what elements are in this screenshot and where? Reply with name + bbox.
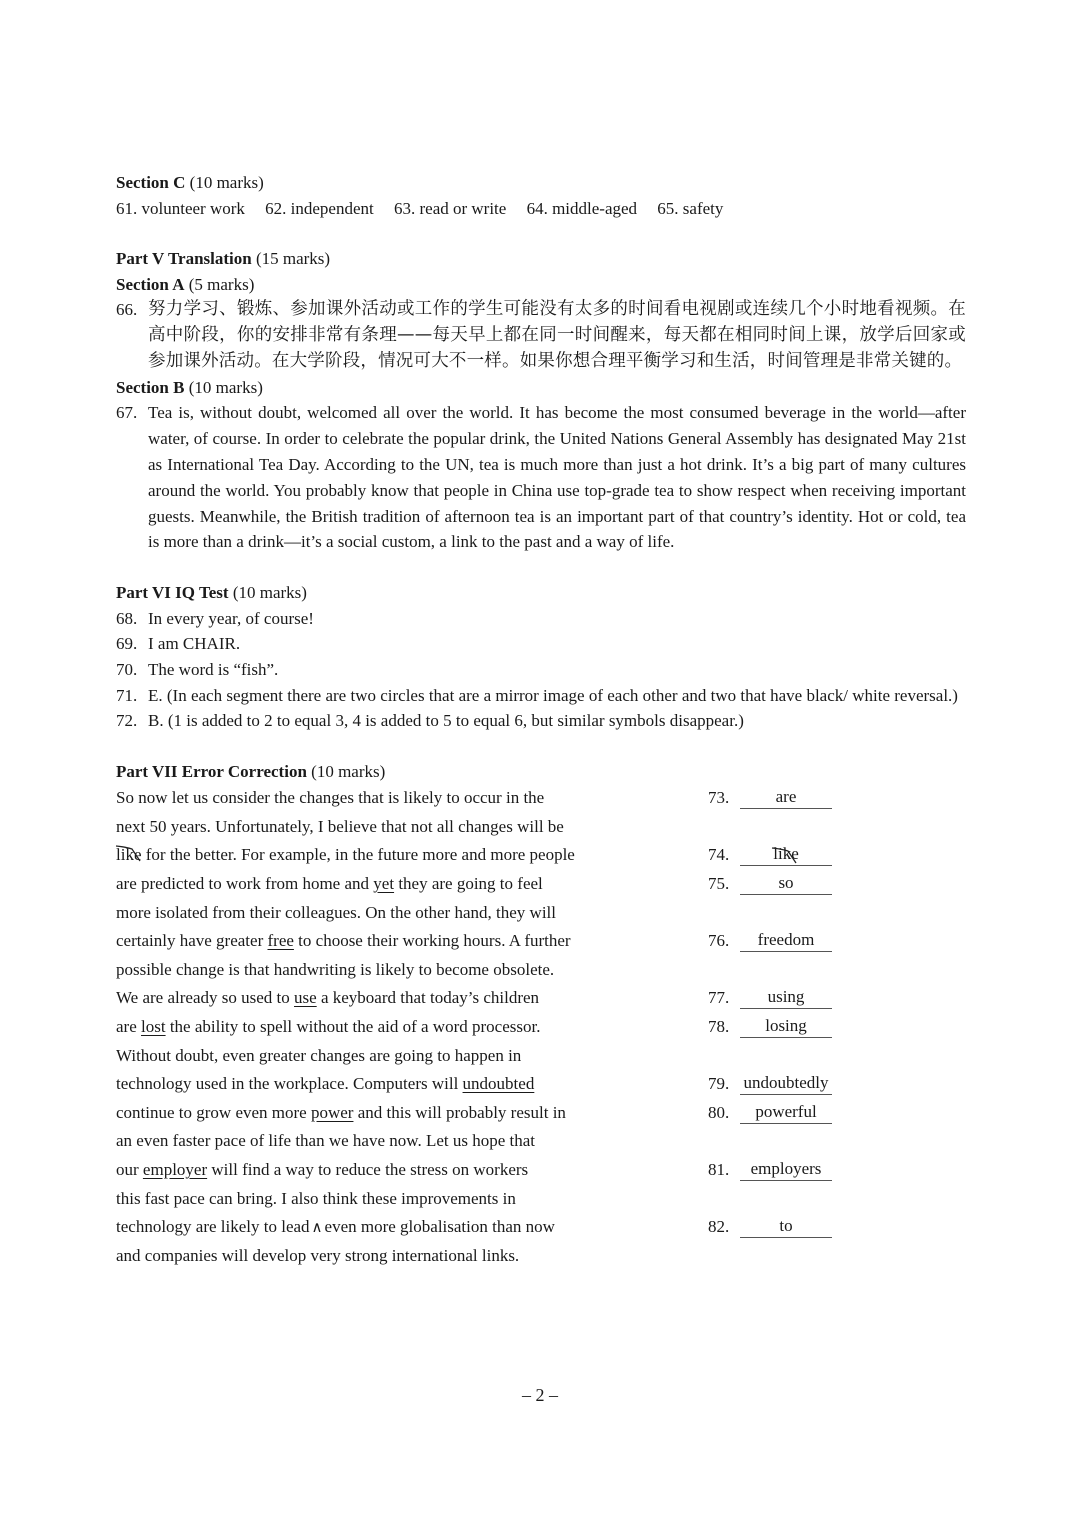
delete-mark-icon bbox=[770, 845, 804, 865]
answer-63: 63. read or write bbox=[393, 198, 507, 218]
question-number: 68. bbox=[116, 608, 138, 628]
text-segment: We are already so used to bbox=[116, 988, 295, 1008]
passage-line-text bbox=[116, 1242, 706, 1271]
answer-blank: using bbox=[740, 986, 832, 1009]
answer-number: 79. bbox=[708, 1074, 730, 1094]
passage-line-text bbox=[116, 927, 706, 956]
passage-line-text bbox=[116, 870, 706, 899]
text-segment: they are going to feel bbox=[394, 874, 543, 894]
correction-answer bbox=[708, 984, 832, 1013]
answer-page bbox=[116, 170, 966, 1270]
passage-line-text bbox=[116, 1042, 706, 1071]
answer-number: 80. bbox=[708, 1102, 730, 1122]
passage-line bbox=[116, 813, 966, 842]
answer-61: 61. volunteer work bbox=[116, 198, 245, 218]
text-segment: and companies will develop very strong international links. bbox=[116, 1245, 520, 1265]
text-segment: our bbox=[116, 1160, 143, 1180]
passage-line bbox=[116, 1013, 966, 1042]
text-segment: continue to grow even more bbox=[116, 1102, 311, 1122]
text-segment: for the better. For example, in the future more and more people bbox=[141, 845, 575, 865]
answer-blank: losing bbox=[740, 1015, 832, 1038]
passage-line bbox=[116, 1127, 966, 1156]
section-b-title: Section B bbox=[116, 377, 185, 397]
answer-blank: powerful bbox=[740, 1101, 832, 1124]
struck-word: like bbox=[116, 841, 142, 870]
iq-answer-69 bbox=[116, 631, 966, 657]
answer-number: 76. bbox=[708, 931, 730, 951]
underlined-error: free bbox=[267, 931, 294, 951]
section-c-answers bbox=[116, 196, 966, 222]
answer-blank: undoubtedly bbox=[740, 1072, 832, 1095]
iq-answer-68 bbox=[116, 606, 966, 632]
correction-answer bbox=[708, 841, 832, 870]
text-segment: Without doubt, even greater changes are going to happen in bbox=[116, 1045, 522, 1065]
answer-blank: employers bbox=[740, 1158, 832, 1181]
text-segment: more isolated from their colleagues. On the other hand, they will bbox=[116, 902, 556, 922]
section-c-marks: (10 marks) bbox=[189, 173, 264, 192]
text-segment: possible change is that handwriting is likely to become obsolete. bbox=[116, 959, 555, 979]
passage-line-text bbox=[116, 899, 706, 928]
question-number: 67. bbox=[116, 403, 138, 423]
answer-text: The word is “fish”. bbox=[148, 659, 279, 679]
text-segment: this fast pace can bring. I also think these improvements in bbox=[116, 1188, 516, 1208]
answer-blank: like bbox=[740, 843, 832, 866]
passage-line-text bbox=[116, 1070, 706, 1099]
question-number: 66. bbox=[116, 300, 138, 320]
part-5-section-a-heading bbox=[116, 272, 966, 298]
text-segment: will find a way to reduce the stress on workers bbox=[207, 1160, 529, 1180]
text-segment: next 50 years. Unfortunately, I believe that not all changes will be bbox=[116, 816, 564, 836]
section-b-marks: (10 marks) bbox=[188, 377, 263, 397]
answer-number: 82. bbox=[708, 1217, 730, 1237]
correction-answer bbox=[708, 1099, 832, 1128]
question-number: 72. bbox=[116, 711, 138, 731]
part-5-section-b-heading bbox=[116, 375, 966, 401]
underlined-error: power bbox=[310, 1102, 354, 1122]
part-7-heading bbox=[116, 759, 966, 785]
question-number: 70. bbox=[116, 659, 138, 679]
delete-mark-icon bbox=[114, 843, 148, 863]
correction-answer bbox=[708, 784, 832, 813]
passage-line-text bbox=[116, 784, 706, 813]
passage-line bbox=[116, 927, 966, 956]
answer-65: 65. safety bbox=[657, 198, 724, 218]
answer-blank: so bbox=[740, 872, 832, 895]
passage-line bbox=[116, 1099, 966, 1128]
answer-blank: are bbox=[740, 786, 832, 809]
answer-62: 62. independent bbox=[265, 198, 374, 218]
text-segment: are bbox=[116, 1017, 142, 1037]
question-67 bbox=[116, 400, 966, 555]
passage-line-text bbox=[116, 1185, 706, 1214]
part-5-marks: (15 marks) bbox=[255, 249, 331, 269]
answer-text: B. (1 is added to 2 to equal 3, 4 is added to 5 to equal 6, but similar symbols disappear.) bbox=[148, 711, 744, 731]
text-segment: are predicted to work from home and bbox=[116, 874, 374, 894]
part-7-title: Part VII Error Correction bbox=[116, 761, 307, 781]
correction-answer bbox=[708, 870, 832, 899]
section-c-title: Section C bbox=[116, 173, 186, 192]
text-segment: technology are likely to lead bbox=[116, 1217, 310, 1237]
answer-number: 73. bbox=[708, 788, 730, 808]
answer-number: 81. bbox=[708, 1160, 730, 1180]
correction-answer bbox=[708, 1156, 832, 1185]
section-a-title: Section A bbox=[116, 274, 185, 294]
underlined-error: lost bbox=[141, 1017, 166, 1037]
part-6-heading bbox=[116, 580, 966, 606]
error-correction-passage bbox=[116, 784, 966, 1270]
passage-line bbox=[116, 784, 966, 813]
answer-blank: freedom bbox=[740, 929, 832, 952]
passage-line-text bbox=[116, 984, 706, 1013]
answer-text: I am CHAIR. bbox=[148, 634, 241, 654]
underlined-error: undoubted bbox=[462, 1074, 535, 1094]
passage-line-text bbox=[116, 813, 706, 842]
text-segment: to choose their working hours. A further bbox=[293, 931, 571, 951]
passage-line-text bbox=[116, 956, 706, 985]
passage-line bbox=[116, 841, 966, 870]
passage-line bbox=[116, 1070, 966, 1099]
underlined-error: yet bbox=[373, 874, 395, 894]
question-number: 69. bbox=[116, 634, 138, 654]
passage-line bbox=[116, 1242, 966, 1271]
passage-line bbox=[116, 984, 966, 1013]
passage-line bbox=[116, 1156, 966, 1185]
passage-line-text bbox=[116, 1127, 706, 1156]
page-number: – 2 – bbox=[522, 1385, 558, 1405]
text-segment: an even faster pace of life than we have now. Let us hope that bbox=[116, 1131, 535, 1151]
text-segment: a keyboard that today’s children bbox=[316, 988, 540, 1008]
text-segment: So now let us consider the changes that is likely to occur in the bbox=[116, 788, 545, 808]
insertion-caret: ∧ bbox=[311, 1218, 323, 1237]
answer-number: 75. bbox=[708, 874, 730, 894]
text-segment: even more globalisation than now bbox=[324, 1217, 555, 1237]
section-c-heading bbox=[116, 170, 966, 196]
passage-line bbox=[116, 956, 966, 985]
passage-line-text bbox=[116, 1213, 706, 1242]
correction-answer bbox=[708, 1070, 832, 1099]
underlined-error: use bbox=[294, 988, 317, 1008]
passage-line-text bbox=[116, 1099, 706, 1128]
passage-line-text bbox=[116, 841, 706, 870]
chinese-translation: 努力学习、锻炼、参加课外活动或工作的学生可能没有太多的时间看电视剧或连续几个小时地看视频。在高中阶段，你的安排非常有条理——每天早上都在同一时间醒来，每天都在相同时间上课，放学后回家或参加课外活动。在大学阶段，情况可大不一样。如果你想合理平衡学习和生活，时间管理是非常关键的。 bbox=[148, 299, 966, 371]
iq-answer-71 bbox=[116, 683, 966, 709]
answer-number: 78. bbox=[708, 1017, 730, 1037]
answer-number: 77. bbox=[708, 988, 730, 1008]
passage-line bbox=[116, 1042, 966, 1071]
text-segment: the ability to spell without the aid of a word processor. bbox=[165, 1017, 541, 1037]
passage-line-text bbox=[116, 1156, 706, 1185]
passage-line bbox=[116, 870, 966, 899]
underlined-error: employer bbox=[142, 1160, 208, 1180]
part-5-heading bbox=[116, 246, 966, 272]
text-segment: and this will probably result in bbox=[353, 1102, 566, 1122]
text-segment: certainly have greater bbox=[116, 931, 268, 951]
iq-answer-72 bbox=[116, 708, 966, 734]
part-6-title: Part VI IQ Test bbox=[116, 583, 229, 603]
part-6-marks: (10 marks) bbox=[232, 583, 307, 603]
part-7-marks: (10 marks) bbox=[311, 761, 386, 781]
answer-text: In every year, of course! bbox=[148, 608, 314, 628]
question-number: 71. bbox=[116, 685, 138, 705]
answer-number: 74. bbox=[708, 845, 730, 865]
correction-answer bbox=[708, 927, 832, 956]
passage-line bbox=[116, 1185, 966, 1214]
question-66 bbox=[116, 297, 966, 374]
section-a-marks: (5 marks) bbox=[188, 274, 255, 294]
answer-text: E. (In each segment there are two circles that are a mirror image of each other and two that have black/ white reversal.) bbox=[148, 685, 958, 705]
answer-64: 64. middle-aged bbox=[526, 198, 638, 218]
english-translation: Tea is, without doubt, welcomed all over the world. It has become the most consumed beverage in the world—after water, of course. In order to celebrate the popular drink, the United Nations General Assembly has designated May 21st as International Tea Day. According to the UN, tea is much more than just a hot drink. It’s a big part of many cultures around the world. You probably know that people in China use top-grade tea to show respect when receiving important guests. Meanwhile, the British tradition of afternoon tea is an important part of that country’s identity. Hot or cold, tea is more than a drink—it’s a social custom, a link to the past and a way of life. bbox=[148, 403, 966, 552]
correction-answer bbox=[708, 1013, 832, 1042]
passage-line bbox=[116, 1213, 966, 1242]
correction-answer bbox=[708, 1213, 832, 1242]
passage-line-text bbox=[116, 1013, 706, 1042]
answer-blank: to bbox=[740, 1215, 832, 1238]
text-segment: technology used in the workplace. Computers will bbox=[116, 1074, 463, 1094]
part-5-title: Part V Translation bbox=[116, 249, 252, 269]
iq-answer-70 bbox=[116, 657, 966, 683]
passage-line bbox=[116, 899, 966, 928]
